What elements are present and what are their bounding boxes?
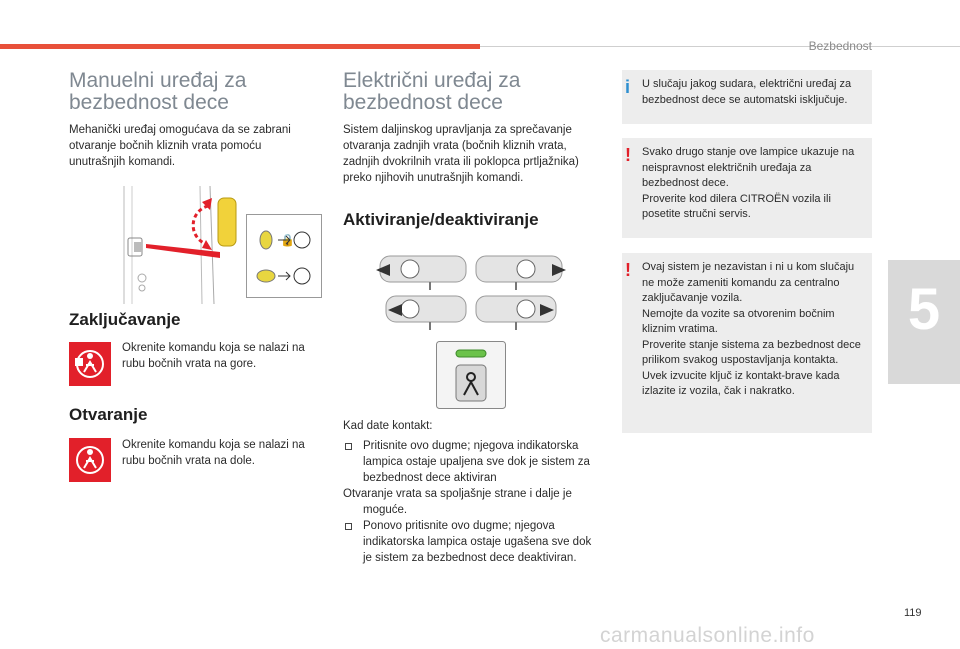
manual-intro: Mehanički uređaj omogućava da se zabrani otvaranje bočnih kliznih vrata pomoću unutrašnjih komandi. — [69, 124, 291, 168]
page-number: 119 — [904, 607, 922, 619]
manual-lock-title — [69, 70, 319, 114]
warning2-text-1: Ovaj sistem je nezavistan i ni u kom slučaju ne može zameniti komandu za centralno zaključavanje vozila. — [642, 261, 855, 304]
chapter-number: 5 — [907, 277, 941, 342]
info-text: U slučaju jakog sudara, električni uređaj za bezbednost dece se automatski isključuje. — [642, 78, 852, 106]
activation-heading: Aktiviranje/deaktiviranje — [343, 210, 539, 229]
manual-title-line2: bezbednost dece — [69, 91, 229, 114]
locking-heading: Zaključavanje — [69, 310, 181, 329]
electric-intro: Sistem daljinskog upravljanja za sprečavanje otvaranja zadnjih vrata (bočnih kliznih vrata, zadnjih dvokrilnih vrata ili poklopca prtljažnika) preko njihovih unutrašnjih komandi. — [343, 124, 579, 184]
warning2-text-4: Uvek izvucite ključ iz kontakt-brave kada izlazite iz vozila, čak i nakratko. — [642, 369, 840, 397]
locking-text: Okrenite komandu koja se nalazi na rubu bočnih vrata na gore. — [122, 342, 305, 370]
step-deactivate: Ponovo pritisnite ovo dugme; njegova indikatorska lampica ostaje ugašena sve dok je sistem za bezbednost dece deaktiviran. — [343, 518, 598, 566]
warning-icon: ! — [625, 145, 631, 165]
svg-text:🔒: 🔒 — [280, 233, 295, 247]
header-divider — [480, 46, 960, 47]
warning-icon: ! — [625, 260, 631, 280]
unlocking-heading: Otvaranje — [69, 405, 148, 424]
warning-box-1 — [622, 138, 872, 238]
warning1-text-1: Svako drugo stanje ove lampice ukazuje na neispravnost električnih uređaja za bezbednost dece. — [642, 146, 855, 189]
child-lock-button — [436, 341, 506, 409]
warning-box-2 — [622, 253, 872, 433]
ignition-intro: Kad date kontakt: — [343, 420, 433, 432]
header-accent-bar — [0, 44, 480, 49]
electric-lock-title — [343, 70, 603, 114]
step-activate: Pritisnite ovo dugme; njegova indikatorska lampica ostaje upaljena sve dok je sistem za bezbednost dece aktiviran — [343, 438, 598, 486]
electric-title-line1: Električni uređaj za — [343, 69, 521, 92]
info-box — [622, 70, 872, 124]
manual-title-line1: Manuelni uređaj za — [69, 69, 247, 92]
unlocking-text: Okrenite komandu koja se nalazi na rubu bočnih vrata na dole. — [122, 439, 305, 467]
child-unlock-icon — [69, 438, 111, 482]
outside-opening-note: Otvaranje vrata sa spoljašnje strane i dalje je moguće. — [343, 488, 572, 516]
child-lock-icon — [69, 342, 111, 386]
rear-door-diagrams — [376, 250, 566, 332]
lock-position-inset — [246, 214, 322, 298]
warning2-text-3: Proverite stanje sistema za bezbednost dece prilikom svakog uspostavljanja kontakta. — [642, 338, 861, 366]
info-icon: i — [625, 77, 631, 97]
warning1-text-2: Proverite kod dilera CITROËN vozila ili posetite stručni servis. — [642, 192, 831, 220]
warning2-text-2: Nemojte da vozite sa otvorenim bočnim kliznim vratima. — [642, 307, 835, 335]
watermark: carmanualsonline.info — [600, 624, 815, 647]
section-title: Bezbednost — [808, 39, 872, 53]
electric-title-line2: bezbednost dece — [343, 91, 503, 114]
